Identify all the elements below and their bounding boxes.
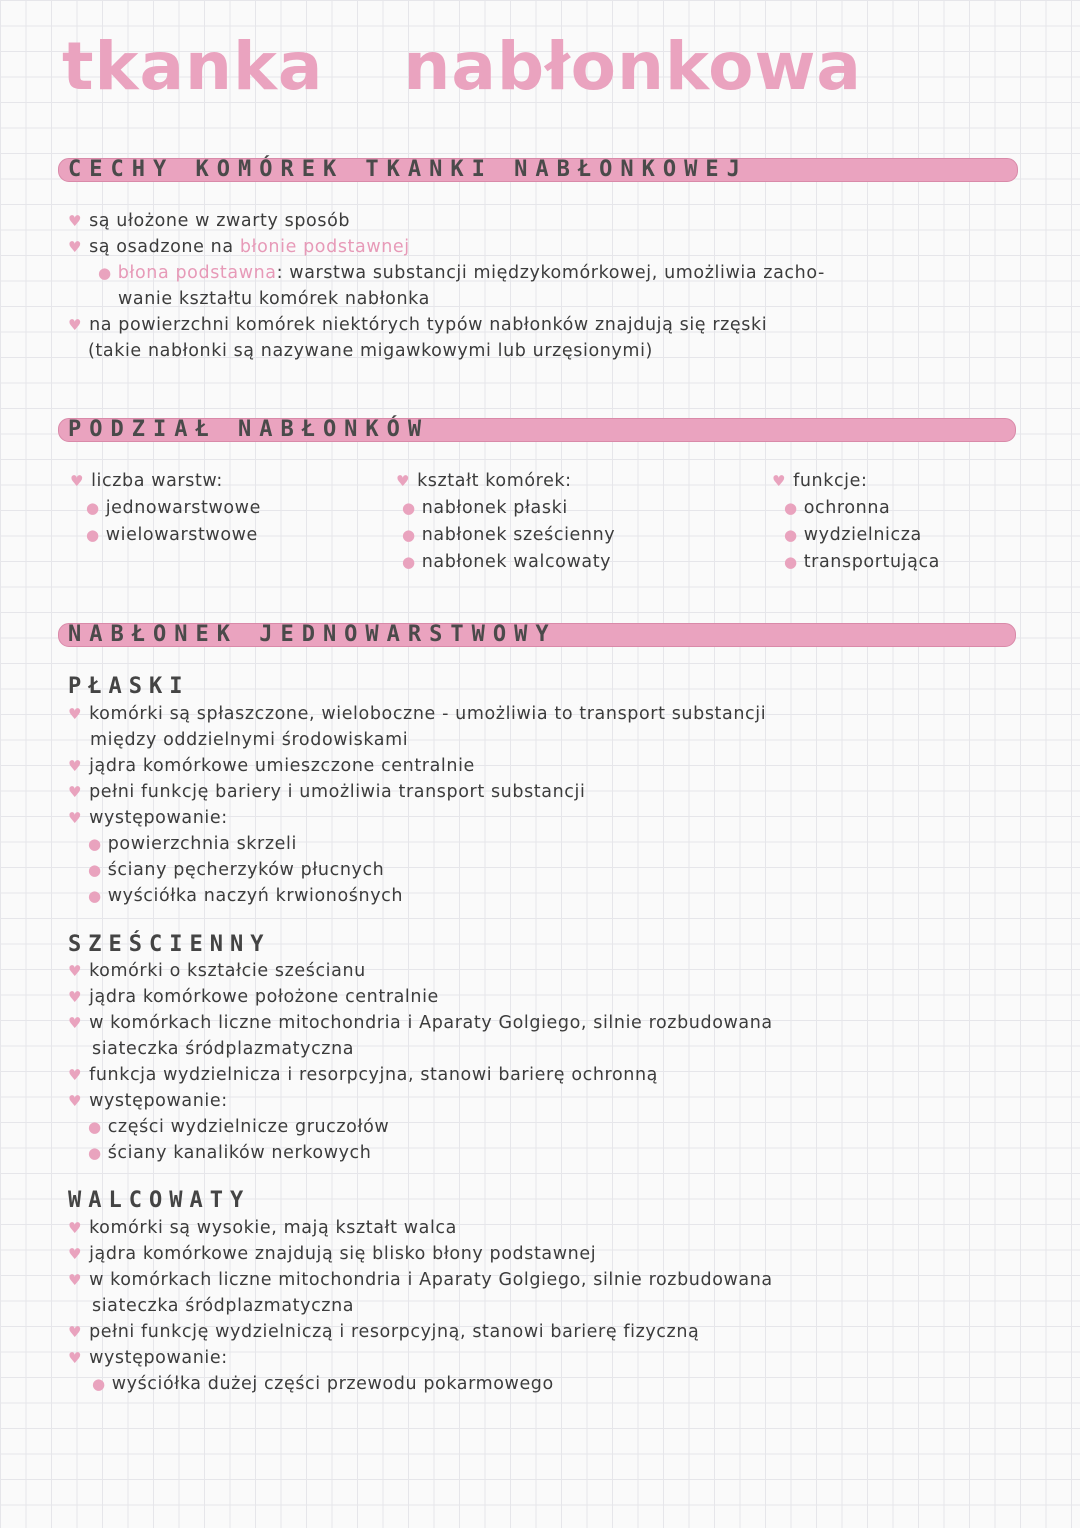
- heart-icon: ♥: [68, 212, 83, 230]
- heart-icon: ♥: [68, 1092, 83, 1110]
- heart-icon: ♥: [68, 238, 83, 256]
- list-item: wielowarstwowe: [105, 525, 258, 545]
- heart-icon: ♥: [68, 1219, 83, 1237]
- dot-icon: ●: [402, 553, 416, 571]
- dot-icon: ●: [86, 499, 100, 517]
- heart-icon: ♥: [68, 783, 83, 801]
- heart-icon: ♥: [68, 1323, 83, 1341]
- list-item: ● błona podstawna: warstwa substancji międzykomórkowej, umożliwia zacho-: [98, 263, 825, 283]
- list-item: nabłonek walcowaty: [421, 552, 612, 572]
- title-word-1: tkanka: [62, 28, 324, 105]
- subsection-title-walcowaty: WALCOWATY: [68, 1188, 251, 1213]
- list-item: ♥ w komórkach liczne mitochondria i Aparaty Golgiego, silnie rozbudowana: [68, 1013, 773, 1033]
- list-item: ● powierzchnia skrzeli: [88, 834, 297, 854]
- list-item: ♥ są ułożone w zwarty sposób: [68, 211, 351, 231]
- heart-icon: ♥: [68, 1014, 83, 1032]
- column-layers: [70, 471, 261, 546]
- heart-icon: ♥: [68, 705, 83, 723]
- list-item: ● części wydzielnicze gruczołów: [88, 1117, 390, 1137]
- heart-icon: ♥: [68, 809, 83, 827]
- list-item: ♥ komórki są spłaszczone, wieloboczne - umożliwia to transport substancji: [68, 704, 767, 724]
- dot-icon: ●: [784, 499, 798, 517]
- heart-icon: ♥: [68, 316, 83, 334]
- list-item-continuation: siateczka śródplazmatyczna: [92, 1039, 355, 1059]
- section-header-cechy: CECHY KOMÓREK TKANKI NABŁONKOWEJ: [68, 157, 748, 182]
- subsection-title-plaski: PŁASKI: [68, 674, 190, 699]
- list-item: ● wyściółka naczyń krwionośnych: [88, 886, 404, 906]
- dot-icon: ●: [784, 553, 798, 571]
- section-header-podzial: PODZIAŁ NABŁONKÓW: [68, 417, 430, 442]
- heart-icon: ♥: [68, 1066, 83, 1084]
- list-item: wydzielnicza: [803, 525, 922, 545]
- dot-icon: ●: [98, 264, 112, 282]
- column-functions: [772, 471, 940, 573]
- dot-icon: ●: [402, 526, 416, 544]
- list-item: ♥ jądra komórkowe położone centralnie: [68, 987, 439, 1007]
- heart-icon: ♥: [70, 472, 85, 490]
- list-item: ♥ występowanie:: [68, 808, 228, 828]
- list-item: ochronna: [803, 498, 891, 518]
- list-item: ♥ jądra komórkowe znajdują się blisko błony podstawnej: [68, 1244, 597, 1264]
- list-item-continuation: między oddzielnymi środowiskami: [90, 730, 409, 750]
- list-item: ● ściany pęcherzyków płucnych: [88, 860, 385, 880]
- list-item-continuation: siateczka śródplazmatyczna: [92, 1296, 355, 1316]
- list-item: ♥ pełni funkcję bariery i umożliwia transport substancji: [68, 782, 586, 802]
- list-item: ● ściany kanalików nerkowych: [88, 1143, 372, 1163]
- heart-icon: ♥: [68, 1349, 83, 1367]
- dot-icon: ●: [88, 1144, 102, 1162]
- dot-icon: ●: [402, 499, 416, 517]
- list-item: jednowarstwowe: [105, 498, 261, 518]
- heart-icon: ♥: [68, 988, 83, 1006]
- title-word-2: nabłonkowa: [403, 28, 862, 105]
- column-shape: [396, 471, 615, 573]
- list-item: ♥ występowanie:: [68, 1348, 228, 1368]
- dot-icon: ●: [88, 887, 102, 905]
- dot-icon: ●: [92, 1375, 106, 1393]
- dot-icon: ●: [88, 835, 102, 853]
- list-item: nabłonek sześcienny: [421, 525, 616, 545]
- list-item: transportująca: [803, 552, 940, 572]
- list-item-continuation: (takie nabłonki są nazywane migawkowymi lub urzęsionymi): [88, 341, 653, 361]
- list-item: ♥ są osadzone na błonie podstawnej: [68, 237, 410, 257]
- list-item: ♥ komórki o kształcie sześcianu: [68, 961, 366, 981]
- heart-icon: ♥: [68, 1245, 83, 1263]
- heart-icon: ♥: [396, 472, 411, 490]
- list-item: ♥ funkcja wydzielnicza i resorpcyjna, stanowi barierę ochronną: [68, 1065, 658, 1085]
- list-item: ♥ występowanie:: [68, 1091, 228, 1111]
- heart-icon: ♥: [68, 1271, 83, 1289]
- subsection-title-szescienny: SZEŚCIENNY: [68, 932, 271, 957]
- list-item: ♥ jądra komórkowe umieszczone centralnie: [68, 756, 475, 776]
- dot-icon: ●: [88, 861, 102, 879]
- column-head: liczba warstw:: [91, 471, 223, 491]
- list-item: ♥ komórki są wysokie, mają kształt walca: [68, 1218, 457, 1238]
- heart-icon: ♥: [68, 962, 83, 980]
- list-item-continuation: wanie kształtu komórek nabłonka: [118, 289, 430, 309]
- list-item: ♥ na powierzchni komórek niektórych typów nabłonków znajdują się rzęski: [68, 315, 768, 335]
- list-item: nabłonek płaski: [421, 498, 568, 518]
- list-item: ♥ pełni funkcję wydzielniczą i resorpcyjną, stanowi barierę fizyczną: [68, 1322, 700, 1342]
- page-title: [62, 28, 862, 105]
- heart-icon: ♥: [772, 472, 787, 490]
- list-item: ● wyściółka dużej części przewodu pokarmowego: [92, 1374, 554, 1394]
- column-head: funkcje:: [793, 471, 868, 491]
- dot-icon: ●: [784, 526, 798, 544]
- column-head: kształt komórek:: [417, 471, 572, 491]
- list-item: ♥ w komórkach liczne mitochondria i Aparaty Golgiego, silnie rozbudowana: [68, 1270, 773, 1290]
- dot-icon: ●: [88, 1118, 102, 1136]
- section-header-jedno: NABŁONEK JEDNOWARSTWOWY: [68, 622, 557, 647]
- heart-icon: ♥: [68, 757, 83, 775]
- dot-icon: ●: [86, 526, 100, 544]
